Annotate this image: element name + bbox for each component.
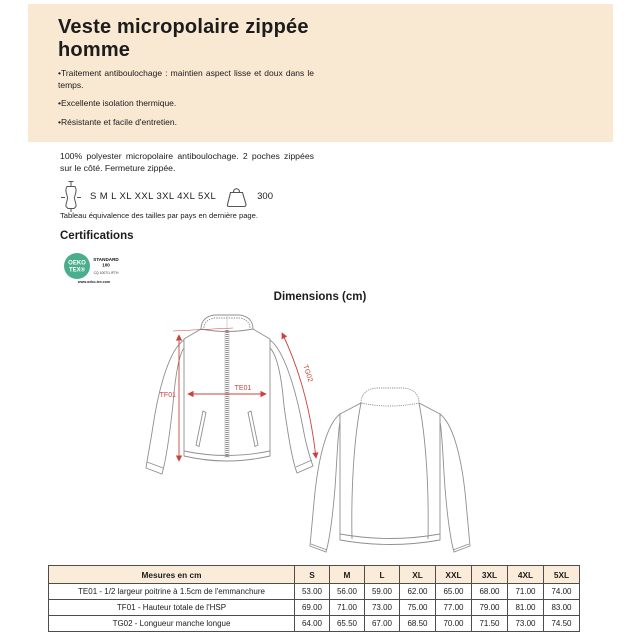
measure-value-cell: 69.00 xyxy=(295,600,330,616)
table-header-cell: M xyxy=(330,566,365,584)
measure-value-cell: 68.00 xyxy=(472,584,508,600)
feature-bullet: •Résistante et facile d'entretien. xyxy=(58,116,177,127)
measure-value-cell: 53.00 xyxy=(295,584,330,600)
measure-label-cell: TE01 - 1/2 largeur poitrine à 1.5cm de l'emmanchure xyxy=(49,584,295,600)
available-sizes: S M L XL XXL 3XL 4XL 5XL xyxy=(90,190,217,202)
measure-value-cell: 64.00 xyxy=(295,616,330,632)
page-title-line1: Veste micropolaire zippée xyxy=(58,16,309,38)
measure-value-cell: 73.00 xyxy=(508,616,544,632)
measurements-table-head xyxy=(49,566,580,584)
svg-text:TEX®: TEX® xyxy=(68,267,86,274)
page-title-line2: homme xyxy=(58,39,131,61)
measurements-table-body xyxy=(49,584,580,632)
table-header-cell: 3XL xyxy=(472,566,508,584)
table-row xyxy=(49,600,580,616)
measure-value-cell: 68.50 xyxy=(400,616,436,632)
dimension-label-tg02: TG02 xyxy=(301,364,314,383)
measure-value-cell: 74.50 xyxy=(544,616,580,632)
oeko-tex-website: www.oeko-tex.com xyxy=(77,280,111,284)
oeko-tex-badge-text: OEKO xyxy=(68,260,86,267)
measure-value-cell: 70.00 xyxy=(436,616,472,632)
measure-value-cell: 56.00 xyxy=(330,584,365,600)
measure-value-cell: 67.00 xyxy=(365,616,400,632)
measure-label-cell: TG02 - Longueur manche longue xyxy=(49,616,295,632)
table-header-cell: XL xyxy=(400,566,436,584)
table-row xyxy=(49,584,580,600)
table-row xyxy=(49,616,580,632)
measure-value-cell: 71.50 xyxy=(472,616,508,632)
measure-value-cell: 62.00 xyxy=(400,584,436,600)
measure-value-cell: 75.00 xyxy=(400,600,436,616)
mannequin-icon xyxy=(60,180,82,213)
composition-text: 100% polyester micropolaire antiboulochage. 2 poches zippées sur le côté. Fermeture zippée. xyxy=(60,151,314,173)
weight-icon xyxy=(224,184,249,208)
measure-label-cell: TF01 - Hauteur totale de l'HSP xyxy=(49,600,295,616)
table-header-cell: 5XL xyxy=(544,566,580,584)
measure-value-cell: 73.00 xyxy=(365,600,400,616)
oeko-tex-cert-number: CQ 1007/1 IFTH xyxy=(93,271,119,275)
measure-value-cell: 71.00 xyxy=(330,600,365,616)
measure-value-cell: 81.00 xyxy=(508,600,544,616)
measure-value-cell: 59.00 xyxy=(365,584,400,600)
measure-value-cell: 74.00 xyxy=(544,584,580,600)
feature-bullet: •Traitement antiboulochage : maintien aspect lisse et doux dans le temps. xyxy=(58,68,314,90)
measure-value-cell: 65.00 xyxy=(436,584,472,600)
hero-banner xyxy=(28,4,613,142)
measure-value-cell: 77.00 xyxy=(436,600,472,616)
jacket-back-view xyxy=(310,388,470,552)
feature-bullet: •Excellente isolation thermique. xyxy=(58,98,177,108)
oeko-tex-logo xyxy=(63,252,127,288)
table-header-cell: 4XL xyxy=(508,566,544,584)
jacket-technical-drawing xyxy=(100,308,540,560)
dimensions-heading: Dimensions (cm) xyxy=(273,291,367,303)
table-header-cell: L xyxy=(365,566,400,584)
svg-text:100: 100 xyxy=(102,262,110,268)
certifications-heading: Certifications xyxy=(60,230,134,242)
oeko-tex-standard-label: STANDARD xyxy=(93,257,119,262)
page-title xyxy=(58,16,314,62)
sizes-row xyxy=(60,179,273,213)
table-header-cell: XXL xyxy=(436,566,472,584)
table-header-cell: Mesures en cm xyxy=(49,566,295,584)
dimension-label-tf01: TF01 xyxy=(159,392,176,399)
measure-value-cell: 71.00 xyxy=(508,584,544,600)
measure-value-cell: 79.00 xyxy=(472,600,508,616)
measure-value-cell: 83.00 xyxy=(544,600,580,616)
table-header-cell: S xyxy=(295,566,330,584)
dimension-label-te01: TE01 xyxy=(234,385,252,392)
measure-value-cell: 65.50 xyxy=(330,616,365,632)
grammage-value: 300 xyxy=(257,190,273,202)
feature-bullets xyxy=(58,68,314,128)
measurements-table xyxy=(48,565,580,632)
size-equivalence-note: Tableau équivalence des tailles par pays en dernière page. xyxy=(60,211,258,220)
